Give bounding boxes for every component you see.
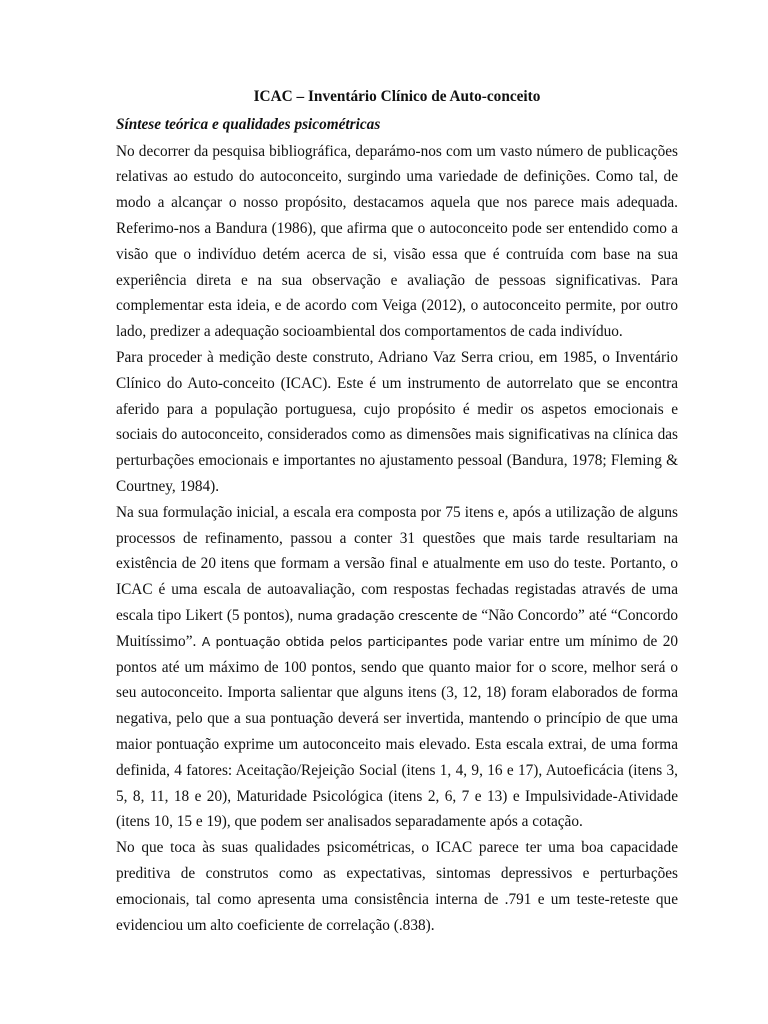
document-title: ICAC – Inventário Clínico de Auto-conceito [253, 88, 541, 105]
paragraph-3-text-b: “Não Concordo” até “Concordo Muitíssimo”. [116, 606, 678, 650]
paragraph-3-mixed-font-a: numa gradação crescente de [297, 607, 478, 623]
paragraph-2: Para proceder à medição deste construto, Adriano Vaz Serra criou, em 1985, o Inventário Clínico do Auto-conceito (ICAC). Este é um instrumento de autorrelato que se encontra aferido para a população portuguesa, cujo propósito é medir os aspetos emocionais e sociais do autoconceito, considerados como as dimensões mais significativas na clínica das perturbações emocionais e importantes no ajustamento pessoal (Bandura, 1978; Fleming & Courtney, 1984). [116, 348, 678, 495]
paragraph-3-text-a: Na sua formulação inicial, a escala era composta por 75 itens e, após a utilização de alguns processos de refinamento, passou a conter 31 questões que mais tarde resultariam na existência de 20 itens que formam a versão final e atualmente em uso do teste. Portanto, o ICAC é uma escala de autoavaliação, com respostas fechadas registadas através de uma escala tipo Likert (5 pontos), [116, 503, 678, 624]
section-subtitle: Síntese teórica e qualidades psicométricas [116, 115, 381, 133]
paragraph-1: No decorrer da pesquisa bibliográfica, deparámo-nos com um vasto número de publicações relativas ao estudo do autoconceito, surgindo uma variedade de definições. Como tal, de modo a alcançar o nosso propósito, destacamos aquela que nos parece mais adequada. Referimo-nos a Bandura (1986), que afirma que o autoconceito pode ser entendido como a visão que o indivíduo detém acerca de si, visão essa que é contruída com base na sua experiência direta e na sua observação e avaliação de pessoas significativas. Para complementar esta ideia, e de acordo com Veiga (2012), o autoconceito permite, por outro lado, predizer a adequação socioambiental dos comportamentos de cada indivíduo. [116, 142, 678, 341]
document-page [116, 84, 678, 938]
paragraph-3-text-c: pode variar entre um mínimo de 20 pontos até um máximo de 100 pontos, sendo que quanto maior for o score, melhor será o seu autoconceito. Importa salientar que alguns itens (3, 12, 18) foram elaborados de forma negativa, pelo que a sua pontuação deverá ser invertida, mantendo o princípio de que uma maior pontuação exprime um autoconceito mais elevado. Esta escala extrai, de uma forma definida, 4 fatores: Aceitação/Rejeição Social (itens 1, 4, 9, 16 e 17), Autoeficácia (itens 3, 5, 8, 11, 18 e 20), Maturidade Psicológica (itens 2, 6, 7 e 13) e Impulsividade-Atividade (itens 10, 15 e 19), que podem ser analisados separadamente após a cotação. [116, 632, 678, 831]
paragraph-3 [116, 500, 678, 835]
paragraph-4: No que toca às suas qualidades psicométricas, o ICAC parece ter uma boa capacidade preditiva de construtos como as expectativas, sintomas depressivos e perturbações emocionais, tal como apresenta uma consistência interna de .791 e um teste-reteste que evidenciou um alto coeficiente de correlação (.838). [116, 839, 678, 934]
paragraph-3-mixed-font-b: A pontuação obtida pelos participantes [201, 633, 448, 649]
